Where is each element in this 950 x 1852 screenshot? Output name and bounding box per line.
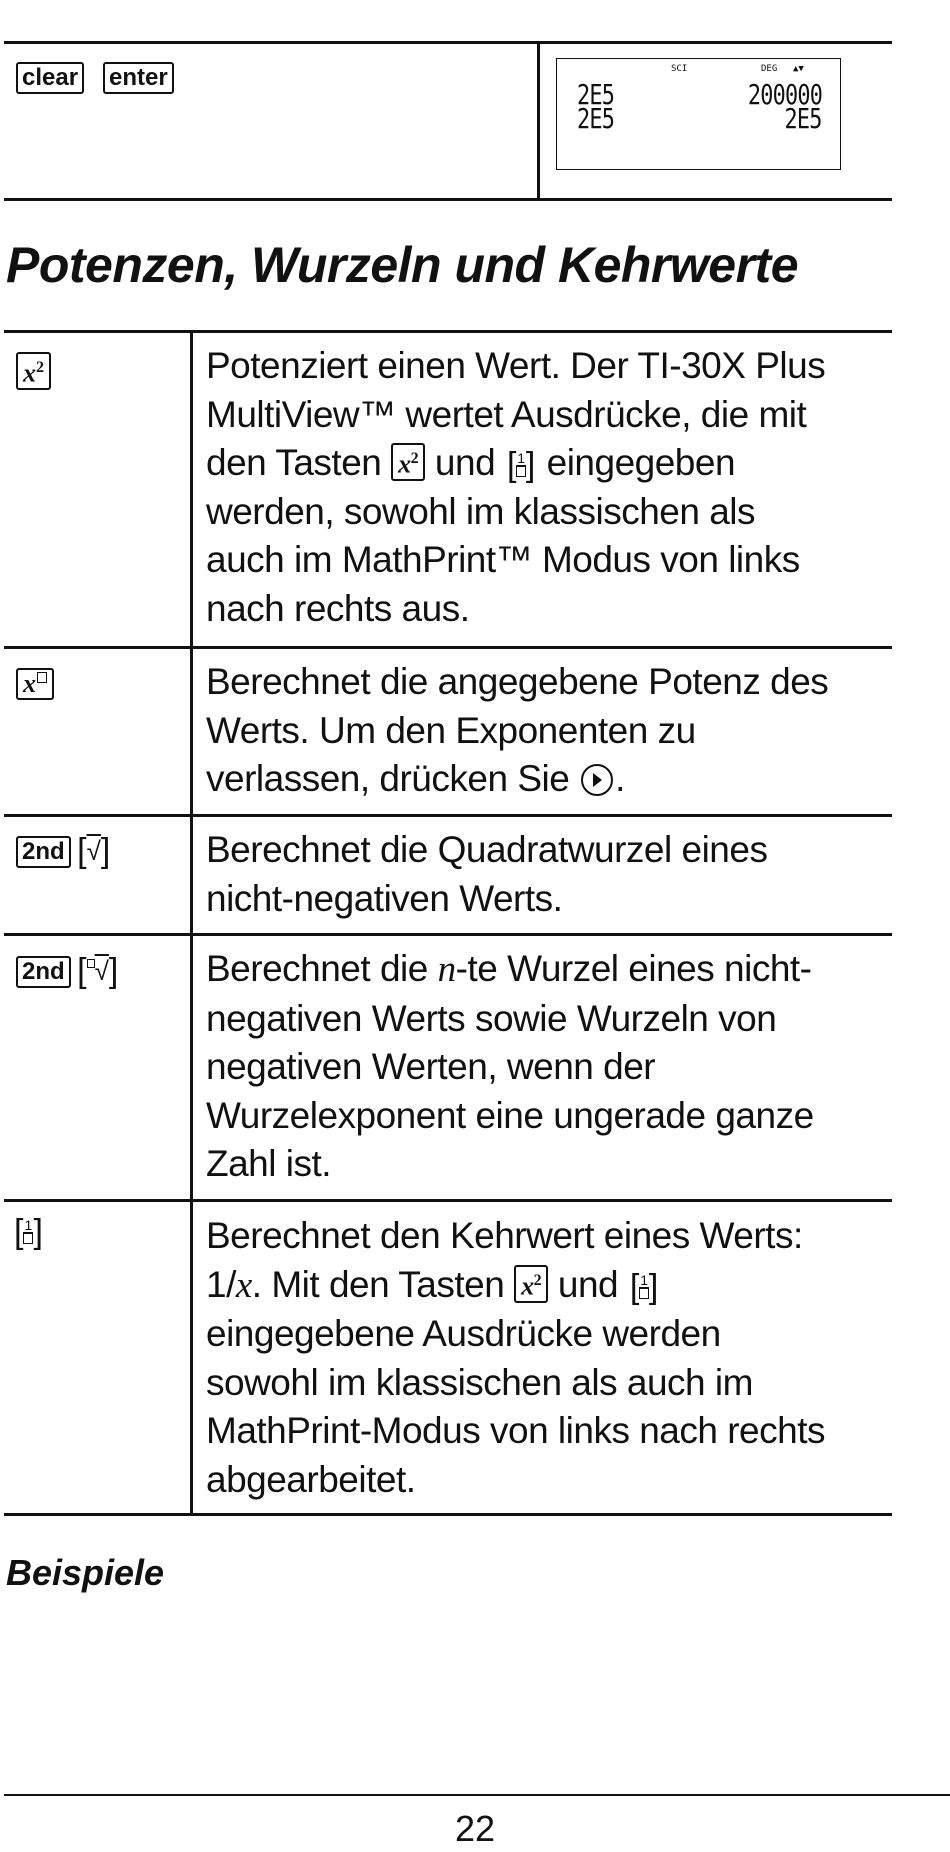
- scroll-indicator: ▲▼: [793, 64, 804, 74]
- x-squared-key-inline: $x^2$: [514, 1265, 548, 1303]
- row-3-description: Berechnet die Quadratwurzel eines nicht-negativen Werts.: [206, 829, 768, 919]
- x-squared-key-inline: $x^2$: [391, 443, 425, 481]
- top-keys: [16, 62, 174, 94]
- row-4-description: Berechnet die n-te Wurzel eines nicht- negativen Werts sowie Wurzeln von negativen Werten, wenn der Wurzelexponent eine ungerade ganze Zahl ist.: [206, 948, 814, 1184]
- clear-key: clear: [16, 62, 84, 94]
- table-rule-bottom: [4, 1513, 892, 1516]
- table-rule-top: [4, 330, 892, 333]
- row-4-key: [16, 952, 120, 990]
- footer-rule: [4, 1794, 950, 1796]
- top-col-divider: [537, 41, 540, 201]
- screen-line-1-right: 200000: [747, 78, 822, 111]
- right-arrow-icon: [581, 764, 613, 796]
- top-rule-2: [4, 198, 892, 201]
- top-rule-1: [4, 41, 892, 44]
- calculator-screen: [556, 58, 841, 170]
- table-col-divider: [190, 330, 193, 1516]
- fraction-key-inline: [ 1 ]: [629, 1267, 658, 1306]
- examples-heading: Beispiele: [6, 1552, 165, 1593]
- screen-line-2-right: 2E5: [784, 102, 822, 135]
- table-rule-1: [4, 646, 892, 649]
- row-1-key: [16, 352, 51, 390]
- second-key: 2nd: [16, 836, 71, 868]
- enter-key: enter: [103, 62, 174, 94]
- deg-indicator: DEG: [761, 64, 778, 74]
- row-2-key: [16, 668, 54, 700]
- nth-root-key: [ √]: [77, 952, 119, 990]
- table-rule-4: [4, 1199, 892, 1202]
- table-rule-3: [4, 933, 892, 936]
- row-5-description: Berechnet den Kehrwert eines Werts: 1/x. Mit den Tasten $x^2$ und [ 1 ] eingegebene Ausdrücke werden sowohl im klassischen als auch im MathPrint-Modus von links nach rechts abgearbeitet.: [206, 1215, 825, 1500]
- screen-line-2-left: 2E5: [577, 102, 615, 135]
- x-squared-key: $x^2$: [16, 352, 51, 390]
- section-title: Potenzen, Wurzeln und Kehrwerte: [6, 237, 798, 293]
- row-1-description: Potenziert einen Wert. Der TI-30X Plus MultiView™ wertet Ausdrücke, die mit den Tasten $x^2$ und [ 1 ] eingegeben werden, sowohl im klassischen als auch im MathPrint™ Modus von links nach rechts aus.: [206, 345, 826, 629]
- row-5-key: [12, 1213, 45, 1251]
- x-power-key: x: [16, 668, 54, 700]
- fraction-key-inline: [ 1 ]: [506, 446, 535, 484]
- table-rule-2: [4, 814, 892, 817]
- row-2-description: Berechnet die angegebene Potenz des Werts. Um den Exponenten zu verlassen, drücken Sie .: [206, 661, 829, 799]
- second-key: 2nd: [16, 956, 71, 988]
- square-root-key: [√]: [77, 832, 111, 870]
- screen-line-1-left: 2E5: [577, 78, 615, 111]
- reciprocal-key: [ 1 ]: [14, 1213, 43, 1251]
- page-number: 22: [454, 1808, 496, 1849]
- sci-indicator: SCI: [671, 64, 688, 74]
- row-3-key: [16, 832, 112, 870]
